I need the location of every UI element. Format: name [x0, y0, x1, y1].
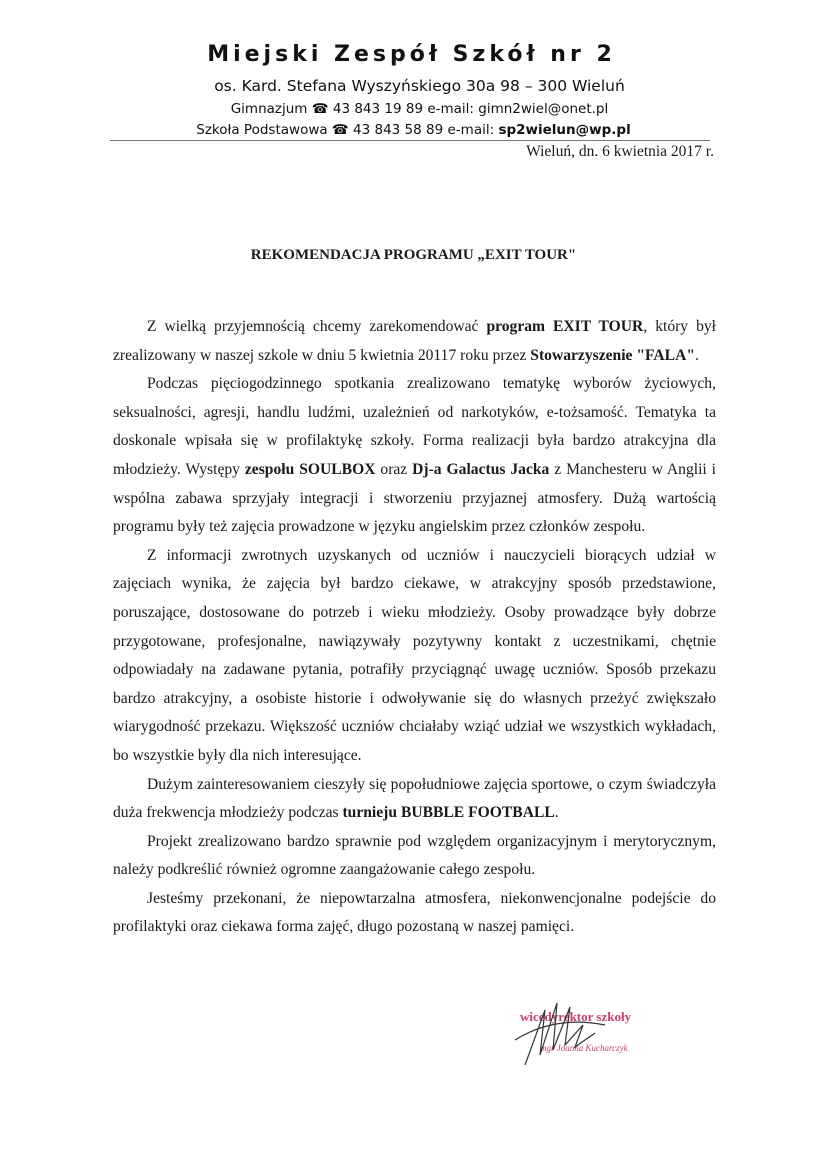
document-date: Wieluń, dn. 6 kwietnia 2017 r.	[526, 143, 714, 160]
text: Z wielką przyjemnością chcemy zarekomendować	[147, 318, 487, 335]
paragraph	[113, 885, 716, 942]
paragraph	[113, 370, 716, 542]
signature-name: mgr Joanna Kucharczyk	[540, 1043, 628, 1053]
bold-text: Dj-a Galactus Jacka	[412, 460, 550, 478]
szkola-contact-label: Szkoła Podstawowa ☎ 43 843 58 89 e-mail:	[196, 122, 499, 138]
text: , który był zrealizowany w naszej szkole w dniu 5 kwietnia 20117 roku przez	[113, 318, 717, 364]
school-name: Miejski Zespół Szkół nr 2	[207, 42, 616, 67]
text: Podczas pięciogodzinnego spotkania zrealizowano tematykę wyborów życiowych, seksualności, agresji, handlu ludźmi, uzależnień od narkotyków, e-tożsamość. Tematyka ta doskonale wpisała się w profilaktykę szkoły. Forma realizacji była bardzo atrakcyjna dla młodzieży. Występy	[113, 375, 716, 478]
school-address: os. Kard. Stefana Wyszyńskiego 30a 98 – 300 Wieluń	[214, 77, 625, 95]
bold-text: turnieju BUBBLE FOOTBALL	[342, 804, 555, 822]
letter-body	[113, 313, 716, 942]
header-divider	[110, 140, 710, 141]
document-title: REKOMENDACJA PROGRAMU „EXIT TOUR"	[250, 247, 577, 263]
bold-text: zespołu SOULBOX	[244, 460, 376, 478]
text: .	[554, 804, 559, 822]
paragraph	[113, 542, 716, 771]
paragraph	[113, 313, 716, 370]
gimnazjum-contact: Gimnazjum ☎ 43 843 19 89 e-mail: gimn2wiel@onet.pl	[230, 101, 609, 117]
bold-text: Stowarzyszenie "FALA"	[530, 346, 695, 364]
signature-stamp	[495, 995, 695, 1070]
signature-role: wicedyrektor szkoły	[520, 1009, 632, 1024]
szkola-email: sp2wielun@wp.pl	[498, 122, 631, 138]
text: Projekt zrealizowano bardzo sprawnie pod względem organizacyjnym i merytorycznym, należy podkreślić również ogromne zaangażowanie całego zespołu.	[113, 832, 716, 879]
text: Z informacji zwrotnych uzyskanych od uczniów i nauczycieli biorących udział w zajęciach wynika, że zajęcia był bardzo ciekawe, w atrakcyjny sposób przedstawione, poruszające, dostosowane do potrzeb i wieku młodzieży. Osoby prowadzące były dobrze przygotowane, profesjonalne, nawiązywały pozytywny kontakt z uczestnikami, chętnie odpowiadały na zadawane pytania, potrafiły przyciągnąć uwagę uczniów. Sposób przekazu bardzo atrakcyjny, a osobiste historie i odwoływanie się do własnych przeżyć zwiększało wiarygodność przekazu. Większość uczniów chciałaby wziąć udział we wszystkich wykładach, bo wszystkie były dla nich interesujące.	[113, 546, 716, 764]
text: z Manchesteru w Anglii i wspólna zabawa sprzyjały integracji i stworzeniu przyjaznej atmosfery. Dużą wartością programu były też zajęcia prowadzone w języku angielskim przez członków zespołu.	[113, 460, 716, 536]
paragraph	[113, 828, 716, 885]
text: Jesteśmy przekonani, że niepowtarzalna atmosfera, niekonwencjonalne podejście do profilaktyki oraz ciekawa forma zajęć, długo pozostaną w naszej pamięci.	[113, 889, 716, 936]
text: Dużym zainteresowaniem cieszyły się popołudniowe zajęcia sportowe, o czym świadczyła duża frekwencja młodzieży podczas	[113, 775, 716, 822]
text: .	[694, 346, 699, 364]
paragraph	[113, 771, 716, 828]
szkola-contact	[0, 122, 827, 138]
handwritten-signature-icon	[495, 995, 695, 1070]
text: oraz	[375, 460, 413, 478]
bold-text: program EXIT TOUR	[486, 318, 644, 335]
